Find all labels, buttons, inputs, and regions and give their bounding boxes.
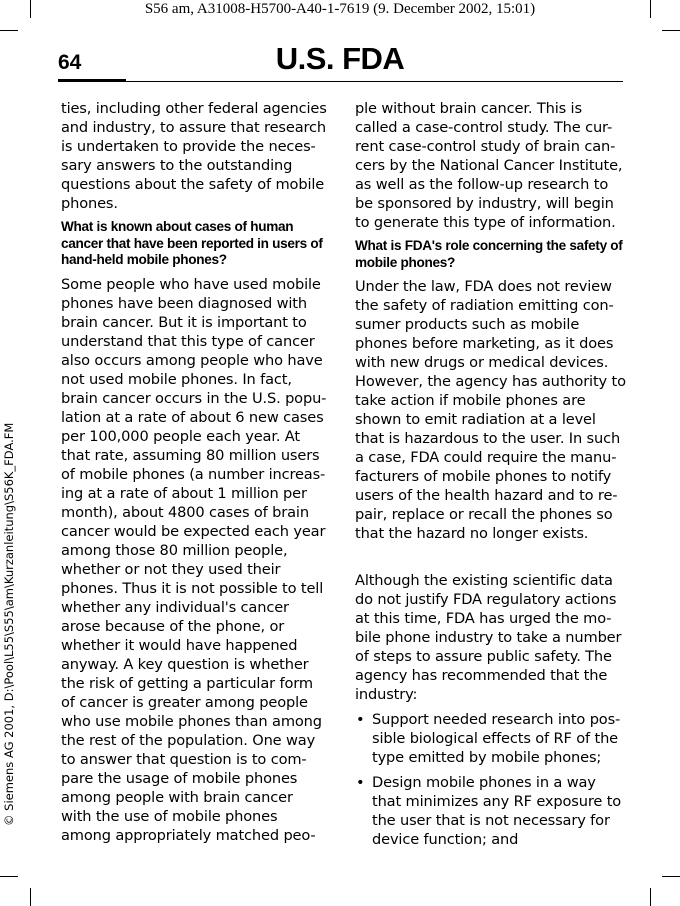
paragraph-cancer-cases: Some people who have used mobile phones have been diagnosed with brain cancer. But it is important to understand that this type of cancer also occurs among people who have not used mobile phones. In fact, brain cancer occurs in the U.S. popu-lation at a rate of about 6 new cases per 100,000 people each year. At that rate, assuming 80 million users of mobile phones (a number increas-ing at a rate of about 1 million per month), about 4800 cases of brain cancer would be expected each year among those 80 million people, whether or not they used their phones. Thus it is not possible to tell whether any individual's cancer arose because of the phone, or whether it would have happened anyway. A key question is whether the risk of getting a particular form of cancer is greater among people who use mobile phones than among the rest of the population. One way to answer that question is to com-pare the usage of mobile phones among people with brain cancer with the use of mobile phones among appropriately matched peo- (61, 275, 327, 844)
paragraph-continuation: ple without brain cancer. This is called a case-control study. The cur-rent case-control study of brain can-cers by the National Cancer Institute, as well as the follow-up research to be sponsored by industry, will begin to generate this type of information. (355, 100, 623, 231)
left-column (61, 99, 327, 845)
crop-mark-bottom-left-vertical (30, 888, 31, 906)
paragraph-recommendations: Although the existing scientific data do not justify FDA regulatory actions at this time, FDA has urged the mo-bile phone industry to take a number of steps to assure public safety. The agency has recommended that the industry: (355, 572, 622, 703)
crop-mark-bottom-right-vertical (650, 888, 651, 906)
list-item-text: Design mobile phones in a way that minimizes any RF exposure to the user that is not necessary for device function; and (372, 774, 622, 848)
list-item-text: Support needed research into pos-sible biological effects of RF of the type emitted by mobile phones; (372, 711, 621, 766)
heading-cancer-cases: What is known about cases of human cancer that have been reported in users of hand-held mobile phones? (61, 219, 323, 267)
bullet-icon: • (356, 774, 365, 791)
header-rule-thin (126, 81, 623, 82)
header-rule-thick (58, 79, 126, 82)
recommendation-list (355, 710, 626, 849)
heading-fda-role: What is FDA's role concerning the safety of mobile phones? (355, 238, 623, 270)
list-item (355, 710, 626, 767)
chapter-title: U.S. FDA (275, 41, 405, 76)
crop-mark-top-right-horizontal (662, 30, 680, 31)
crop-mark-bottom-right-horizontal (662, 876, 680, 877)
paragraph-intro: ties, including other federal agencies and industry, to assure that research is undertaken to provide the neces-sary answers to the outstanding questions about the safety of mobile phones. (61, 100, 327, 212)
print-file-header: S56 am, A31008-H5700-A40-1-7619 (9. December 2002, 15:01) (144, 1, 536, 17)
crop-mark-top-left-horizontal (0, 30, 18, 31)
page-number: 64 (58, 51, 82, 74)
bullet-icon: • (356, 711, 365, 728)
crop-mark-bottom-left-horizontal (0, 876, 18, 877)
list-item (355, 773, 626, 849)
copyright-side-text: © Siemens AG 2001, D:\Pool\L55\S55\am\Kurzanleitung\S56K_FDA.FM (2, 422, 16, 826)
paragraph-law: Under the law, FDA does not review the safety of radiation emitting con-sumer products such as mobile phones before marketing, as it does with new drugs or medical devices. However, the agency has authority to take action if mobile phones are shown to emit radiation at a level that is hazardous to the user. In such a case, FDA could require the manu-facturers of mobile phones to notify users of the health hazard and to re-pair, replace or recall the phones so that the hazard no longer exists. (355, 278, 626, 542)
right-column (355, 99, 626, 855)
